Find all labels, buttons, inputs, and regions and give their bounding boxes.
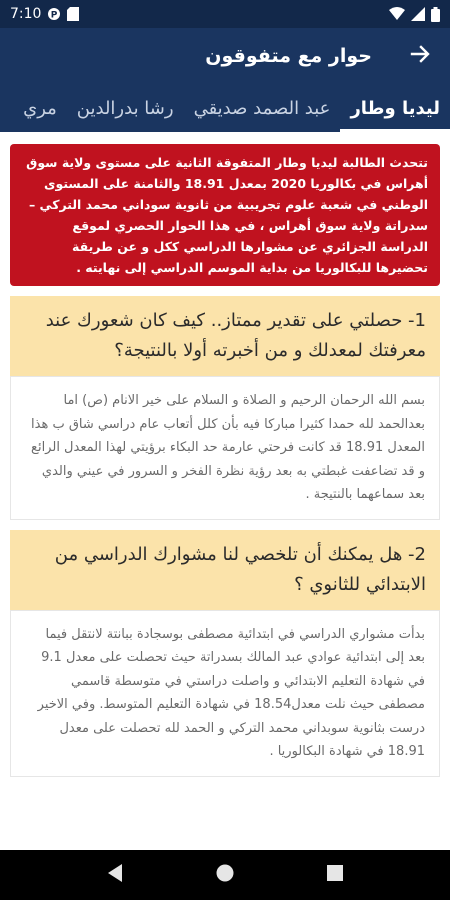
tab-strip — [0, 84, 450, 132]
recents-nav-icon — [326, 864, 344, 886]
back-nav-button[interactable] — [102, 862, 128, 888]
tab-lydia[interactable]: ليديا وطار — [340, 84, 450, 132]
article-content[interactable] — [0, 132, 450, 850]
intro-card: تتحدث الطالبة ليديا وطار المتفوقة الثانية على مستوى ولاية سوق أهراس في بكالوريا 2020 بمعدل 18.91 والثامنة على المستوى الوطني في شعبة علوم تجريبية من ثانوية سوداني محمد التركي – سدراتة ولاية سوق أهراس ، في هذا الحوار الحصري لموقع الدراسة الجزائري عن مشوارها الدراسي ككل و عن طريقة تحضيرها للبكالوريا من بداية الموسم الدراسي إلى نهايته . — [10, 144, 440, 286]
notification-icon — [47, 7, 61, 21]
tab-next[interactable]: مري — [23, 97, 57, 119]
answer-1: بسم الله الرحمان الرحيم و الصلاة و السلام على خير الانام (ص) اما بعدالحمد لله حمدا كثيرا مباركا فيه بأن كلل أتعاب عام دراسي شاق ب هذا المعدل 18.91 قد كانت فرحتي عارمة حد البكاء برؤيتي لهذا المعدل الرائع و قد تضاعفت غبطتي به بعد رؤية نظرة الفخر و السرور في عيني والدي بعد سماعهما بالنتيجة . — [10, 376, 440, 520]
question-1: 1- حصلتي على تقدير ممتاز.. كيف كان شعورك عند معرفتك لمعدلك و من أخبرته أولا بالنتيجة؟ — [10, 296, 440, 376]
answer-2: بدأت مشواري الدراسي في ابتدائية مصطفى بوسجادة ببانتة لانتقل فيما بعد إلى ابتدائية عوادي عبد المالك بسدراتة حيث تحصلت على معدل 9.1 في شهادة التعليم الابتدائي و واصلت دراستي في متوسطة قاسمي مصطفى حيث نلت معدل18.54 في شهادة التعليم المتوسط. وفي الاخير درست بثانوية سوبداني محمد التركي و الحمد لله تحصلت على معدل 18.91 في شهادة البكالوريا . — [10, 610, 440, 777]
wifi-icon — [389, 7, 405, 21]
back-button[interactable] — [406, 42, 434, 70]
svg-text:P: P — [51, 10, 58, 21]
app-bar — [0, 28, 450, 84]
qa-block-1 — [10, 296, 440, 520]
sd-card-icon — [67, 7, 79, 21]
home-nav-button[interactable] — [212, 862, 238, 888]
status-bar — [0, 0, 450, 28]
signal-icon — [411, 7, 425, 21]
arrow-forward-icon — [409, 43, 431, 69]
home-nav-icon — [215, 863, 235, 887]
back-nav-icon — [106, 863, 124, 887]
recents-nav-button[interactable] — [322, 862, 348, 888]
system-nav-bar — [0, 850, 450, 900]
tab-abdessamad[interactable]: عبد الصمد صديقي — [193, 97, 331, 119]
tab-racha[interactable]: رشا بدرالدين — [76, 97, 174, 119]
status-right — [389, 7, 440, 22]
status-time: 7:10 — [10, 6, 42, 22]
question-2: 2- هل يمكنك أن تلخصي لنا مشوارك الدراسي من الابتدائي للثانوي ؟ — [10, 530, 440, 610]
page-title: حوار مع متفوقون — [205, 45, 372, 67]
status-left — [10, 6, 79, 22]
battery-icon — [431, 7, 440, 22]
qa-block-2 — [10, 530, 440, 777]
